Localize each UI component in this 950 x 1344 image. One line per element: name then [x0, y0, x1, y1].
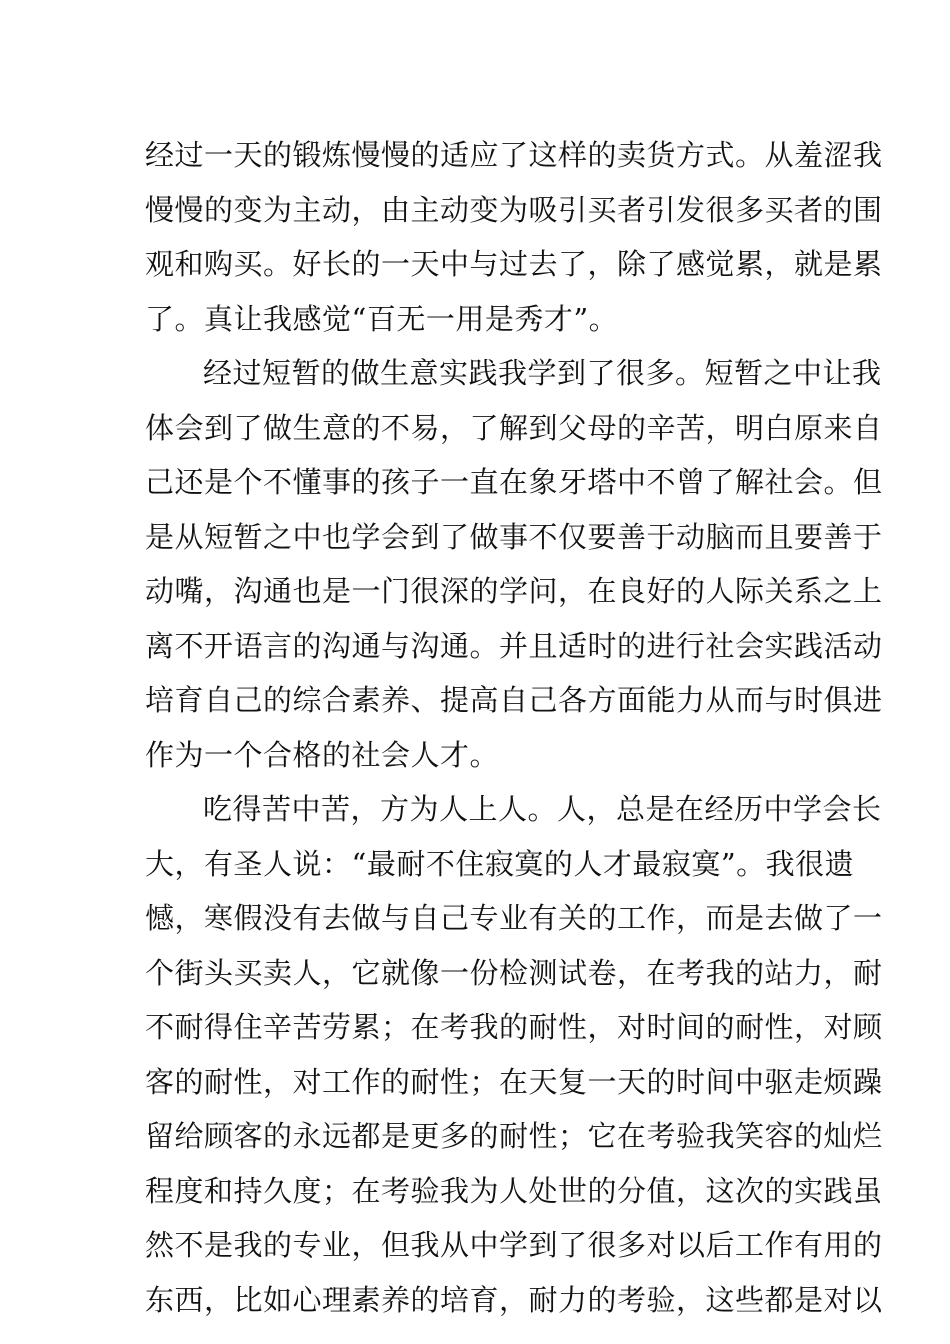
- text-line: 不耐得住辛苦劳累；在考我的耐性，对时间的耐性，对顾: [145, 1010, 883, 1044]
- text-line: 憾，寒假没有去做与自己专业有关的工作，而是去做了一: [145, 901, 883, 935]
- text-line: 经过一天的锻炼慢慢的适应了这样的卖货方式。从羞涩我: [145, 138, 883, 172]
- text-line: 大，有圣人说：“最耐不住寂寞的人才最寂寞”。我很遗: [145, 846, 855, 881]
- text-line: 留给顾客的永远都是更多的耐性；它在考验我笑容的灿烂: [145, 1119, 883, 1153]
- paragraph-first-line: 经过短暂的做生意实践我学到了很多。短暂之中让我: [203, 356, 882, 390]
- paragraph-first-line: 吃得苦中苦，方为人上人。人，总是在经历中学会长: [203, 792, 882, 826]
- body-text: [145, 128, 883, 1327]
- text-line: 动嘴，沟通也是一门很深的学问，在良好的人际关系之上: [145, 574, 883, 608]
- text-line: 己还是个不懂事的孩子一直在象牙塔中不曾了解社会。但: [145, 465, 883, 499]
- text-line: 客的耐性，对工作的耐性；在天复一天的时间中驱走烦躁: [145, 1064, 883, 1099]
- text-line: 体会到了做生意的不易，了解到父母的辛苦，明白原来自: [145, 410, 883, 445]
- text-line: 然不是我的专业，但我从中学到了很多对以后工作有用的: [145, 1228, 883, 1262]
- text-line: 东西，比如心理素养的培育，耐力的考验，这些都是对以: [145, 1282, 883, 1317]
- text-line: 离不开语言的沟通与沟通。并且适时的进行社会实践活动: [145, 628, 883, 663]
- text-line: 培育自己的综合素养、提高自己各方面能力从而与时俱进: [145, 683, 883, 717]
- text-line: 程度和持久度；在考验我为人处世的分值，这次的实践虽: [145, 1173, 883, 1208]
- text-line: 是从短暂之中也学会到了做事不仅要善于动脑而且要善于: [145, 519, 883, 554]
- text-line: 观和购买。好长的一天中与过去了，除了感觉累，就是累: [145, 247, 883, 281]
- text-line: 作为一个合格的社会人才。: [145, 737, 500, 772]
- text-line: 个街头买卖人，它就像一份检测试卷，在考我的站力，耐: [145, 955, 883, 990]
- text-line: 了。真让我感觉“百无一用是秀才”。: [145, 301, 619, 336]
- text-line: 慢慢的变为主动，由主动变为吸引买者引发很多买者的围: [145, 192, 883, 227]
